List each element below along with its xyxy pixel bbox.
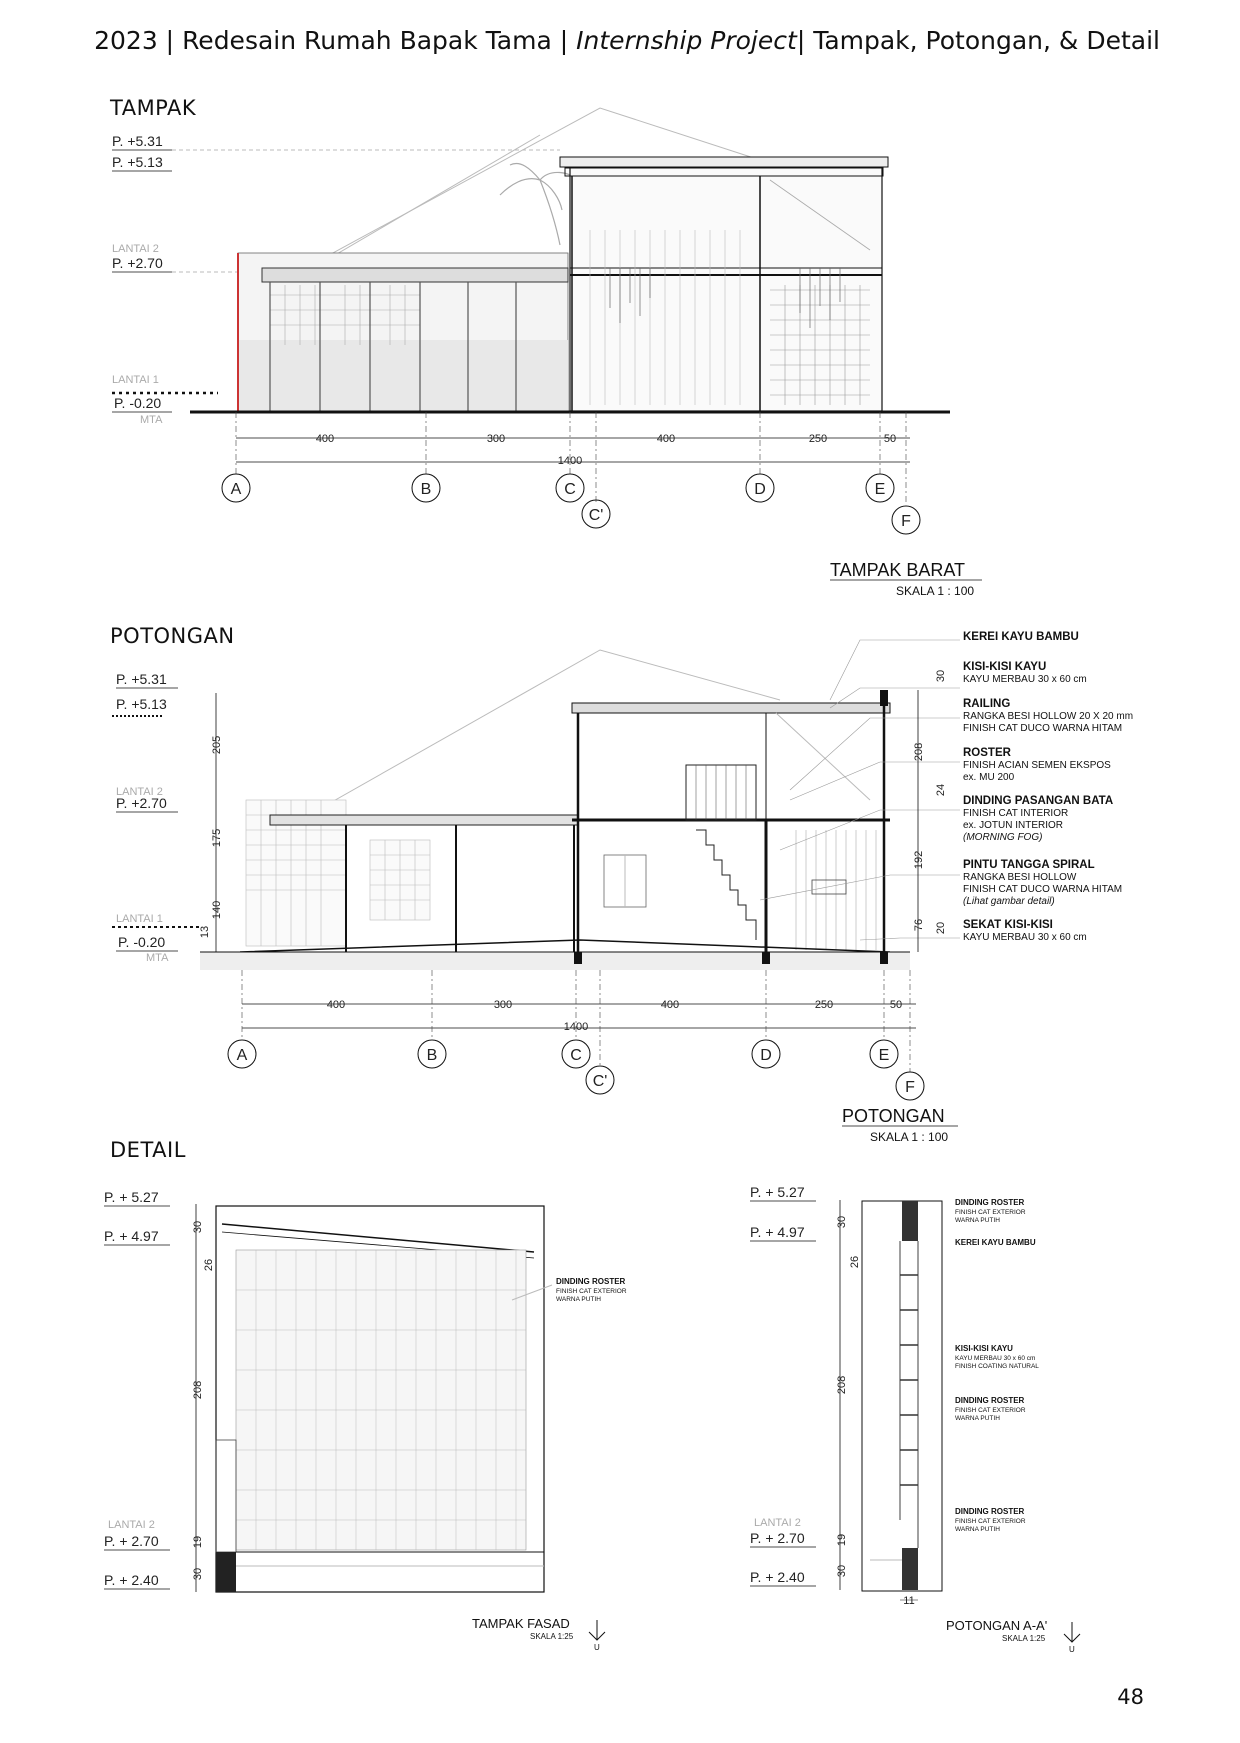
grid-label: F bbox=[901, 513, 911, 530]
dim-span: 400 bbox=[315, 433, 335, 445]
caption-tampak-fasad: TAMPAK FASAD bbox=[472, 1616, 570, 1631]
dim-span: 300 bbox=[493, 999, 513, 1011]
north-arrow-icon bbox=[589, 1620, 605, 1640]
grid-label: D bbox=[754, 481, 766, 498]
dim-span: 50 bbox=[889, 999, 903, 1011]
detail-dim: 30 bbox=[192, 1220, 204, 1234]
right-dim: 30 bbox=[935, 669, 947, 683]
grid-label: C' bbox=[588, 507, 604, 524]
section-dim: 13 bbox=[199, 925, 211, 939]
page-number: 48 bbox=[1117, 1685, 1144, 1709]
caption-potongan-aa: POTONGAN A-A' bbox=[946, 1618, 1048, 1633]
dim-total: 1400 bbox=[557, 455, 583, 467]
note-line: ex. MU 200 bbox=[963, 772, 1015, 783]
grid-label: C bbox=[564, 481, 576, 498]
level-mta: MTA bbox=[140, 414, 163, 426]
detail-dim: 208 bbox=[836, 1375, 848, 1395]
note-line: FINISH ACIAN SEMEN EKSPOS bbox=[963, 760, 1111, 771]
header-subject: Tampak, Potongan, & Detail bbox=[813, 26, 1160, 55]
right-dim: 24 bbox=[935, 783, 947, 797]
header-year: 2023 bbox=[94, 26, 158, 55]
detail-level-p240: P. + 2.40 bbox=[104, 1572, 159, 1588]
caption-scale-100: SKALA 1 : 100 bbox=[896, 584, 975, 598]
detail-dim: 30 bbox=[192, 1567, 204, 1581]
section-title-potongan: POTONGAN bbox=[110, 624, 235, 648]
note-title: SEKAT KISI-KISI bbox=[963, 919, 1053, 931]
detail-level-lantai2: LANTAI 2 bbox=[754, 1517, 801, 1529]
dim-span: 250 bbox=[808, 433, 828, 445]
level-pm020: P. -0.20 bbox=[114, 395, 162, 411]
grid-label: E bbox=[878, 1047, 890, 1064]
note-title: DINDING PASANGAN BATA bbox=[963, 795, 1114, 807]
aa-note-line: FINISH CAT EXTERIOR bbox=[955, 1518, 1026, 1525]
grid-label: B bbox=[420, 481, 432, 498]
note-title: PINTU TANGGA SPIRAL bbox=[963, 859, 1095, 871]
level-p270: P. +2.70 bbox=[112, 255, 163, 271]
grid-label: C bbox=[570, 1047, 582, 1064]
caption-tampak-barat: TAMPAK BARAT bbox=[830, 560, 966, 580]
note-line: RANGKA BESI HOLLOW 20 X 20 mm bbox=[963, 711, 1134, 722]
note-line: KAYU MERBAU 30 x 60 cm bbox=[963, 674, 1087, 685]
level-mta: MTA bbox=[146, 952, 169, 964]
caption-scale-25: SKALA 1:25 bbox=[1002, 1634, 1046, 1643]
north-arrow-icon bbox=[1064, 1622, 1080, 1642]
detail-dim: 208 bbox=[192, 1380, 204, 1400]
level-lantai1: LANTAI 1 bbox=[112, 374, 159, 386]
north-arrow-letter: U bbox=[594, 1643, 600, 1652]
note-title: RAILING bbox=[963, 698, 1011, 710]
dim-span: 400 bbox=[656, 433, 676, 445]
detail-dim: 26 bbox=[849, 1255, 861, 1269]
grid-label: A bbox=[230, 481, 242, 498]
detail-small-dim: 11 bbox=[903, 1595, 915, 1607]
detail-dim: 19 bbox=[192, 1535, 204, 1549]
fasad-note-line: FINISH CAT EXTERIOR bbox=[556, 1288, 627, 1295]
detail-dim: 30 bbox=[836, 1564, 848, 1578]
note-line: FINISH CAT DUCO WARNA HITAM bbox=[963, 884, 1123, 895]
grid-label: B bbox=[426, 1047, 438, 1064]
grid-label: D bbox=[760, 1047, 772, 1064]
detail-dim: 30 bbox=[836, 1215, 848, 1229]
detail-dim: 19 bbox=[836, 1533, 848, 1547]
aa-note-line: KAYU MERBAU 30 x 60 cm bbox=[955, 1355, 1036, 1362]
aa-note-title: DINDING ROSTER bbox=[955, 1198, 1025, 1207]
aa-note-title: KISI-KISI KAYU bbox=[955, 1344, 1013, 1353]
note-line: ex. JOTUN INTERIOR bbox=[963, 820, 1064, 831]
note-title: KEREI KAYU BAMBU bbox=[963, 631, 1079, 643]
note-line: FINISH CAT INTERIOR bbox=[963, 808, 1069, 819]
aa-note-line: WARNA PUTIH bbox=[955, 1217, 1000, 1224]
aa-note-title: KEREI KAYU BAMBU bbox=[955, 1238, 1036, 1247]
header-project: Redesain Rumah Bapak Tama bbox=[182, 26, 552, 55]
section-dim: 175 bbox=[211, 828, 223, 848]
dim-total: 1400 bbox=[563, 1021, 589, 1033]
level-p531: P. +5.31 bbox=[116, 671, 167, 687]
page-header: 2023 | Redesain Rumah Bapak Tama | Internship Project| Tampak, Potongan, & Detail bbox=[94, 26, 1160, 55]
level-p513: P. +5.13 bbox=[116, 696, 167, 712]
detail-level-p270: P. + 2.70 bbox=[104, 1533, 159, 1549]
detail-level-p527: P. + 5.27 bbox=[104, 1189, 159, 1205]
aa-note-line: FINISH CAT EXTERIOR bbox=[955, 1407, 1026, 1414]
potongan-section bbox=[112, 631, 1133, 1144]
aa-notes bbox=[955, 1198, 1039, 1533]
detail-level-p497: P. + 4.97 bbox=[750, 1224, 805, 1240]
header-type: Internship Project bbox=[576, 26, 797, 55]
tampak-elevation bbox=[112, 108, 982, 598]
level-p270: P. +2.70 bbox=[116, 795, 167, 811]
section-dim: 140 bbox=[211, 900, 223, 920]
note-title: KISI-KISI KAYU bbox=[963, 661, 1047, 673]
dim-span: 50 bbox=[883, 433, 897, 445]
dim-span: 250 bbox=[814, 999, 834, 1011]
north-arrow-letter: U bbox=[1069, 1645, 1075, 1654]
grid-label: E bbox=[874, 481, 886, 498]
note-line: RANGKA BESI HOLLOW bbox=[963, 872, 1077, 883]
right-dim: 192 bbox=[913, 850, 925, 870]
section-title-tampak: TAMPAK bbox=[110, 96, 197, 120]
detail-dim: 26 bbox=[203, 1258, 215, 1272]
right-dim: 76 bbox=[913, 918, 925, 932]
note-line: KAYU MERBAU 30 x 60 cm bbox=[963, 932, 1087, 943]
aa-note-line: FINISH CAT EXTERIOR bbox=[955, 1209, 1026, 1216]
level-p531: P. +5.31 bbox=[112, 133, 163, 149]
aa-note-line: WARNA PUTIH bbox=[955, 1526, 1000, 1533]
caption-scale-100: SKALA 1 : 100 bbox=[870, 1130, 949, 1144]
level-lantai2: LANTAI 2 bbox=[112, 243, 159, 255]
section-dim: 205 bbox=[211, 735, 223, 755]
section-title-detail: DETAIL bbox=[110, 1138, 186, 1162]
note-line: FINISH CAT DUCO WARNA HITAM bbox=[963, 723, 1123, 734]
level-lantai1: LANTAI 1 bbox=[116, 913, 163, 925]
grid-label: A bbox=[236, 1047, 248, 1064]
caption-potongan: POTONGAN bbox=[842, 1106, 945, 1126]
level-p513: P. +5.13 bbox=[112, 154, 163, 170]
dim-span: 400 bbox=[326, 999, 346, 1011]
caption-scale-25: SKALA 1:25 bbox=[530, 1632, 574, 1641]
detail-level-p497: P. + 4.97 bbox=[104, 1228, 159, 1244]
aa-note-title: DINDING ROSTER bbox=[955, 1507, 1025, 1516]
level-pm020: P. -0.20 bbox=[118, 934, 166, 950]
note-line: (MORNING FOG) bbox=[963, 832, 1043, 843]
detail-potongan-aa bbox=[750, 1184, 1080, 1654]
detail-level-p240: P. + 2.40 bbox=[750, 1569, 805, 1585]
detail-level-p527: P. + 5.27 bbox=[750, 1184, 805, 1200]
note-line: (Lihat gambar detail) bbox=[963, 896, 1055, 907]
level-lantai2: LANTAI 2 bbox=[116, 786, 163, 798]
right-dim: 20 bbox=[935, 921, 947, 935]
detail-tampak-fasad bbox=[104, 1189, 627, 1652]
aa-note-line: WARNA PUTIH bbox=[955, 1415, 1000, 1422]
aa-note-title: DINDING ROSTER bbox=[955, 1396, 1025, 1405]
tampak-grid-bubbles bbox=[222, 474, 920, 534]
grid-label: F bbox=[905, 1079, 915, 1096]
grid-label: C' bbox=[592, 1073, 608, 1090]
aa-note-line: FINISH COATING NATURAL bbox=[955, 1363, 1039, 1370]
right-dim: 208 bbox=[913, 742, 925, 762]
material-notes bbox=[963, 631, 1133, 943]
detail-level-lantai2: LANTAI 2 bbox=[108, 1519, 155, 1531]
dim-span: 400 bbox=[660, 999, 680, 1011]
fasad-note-line: WARNA PUTIH bbox=[556, 1296, 601, 1303]
note-title: ROSTER bbox=[963, 747, 1011, 759]
fasad-note-title: DINDING ROSTER bbox=[556, 1277, 626, 1286]
detail-level-p270: P. + 2.70 bbox=[750, 1530, 805, 1546]
dim-span: 300 bbox=[486, 433, 506, 445]
